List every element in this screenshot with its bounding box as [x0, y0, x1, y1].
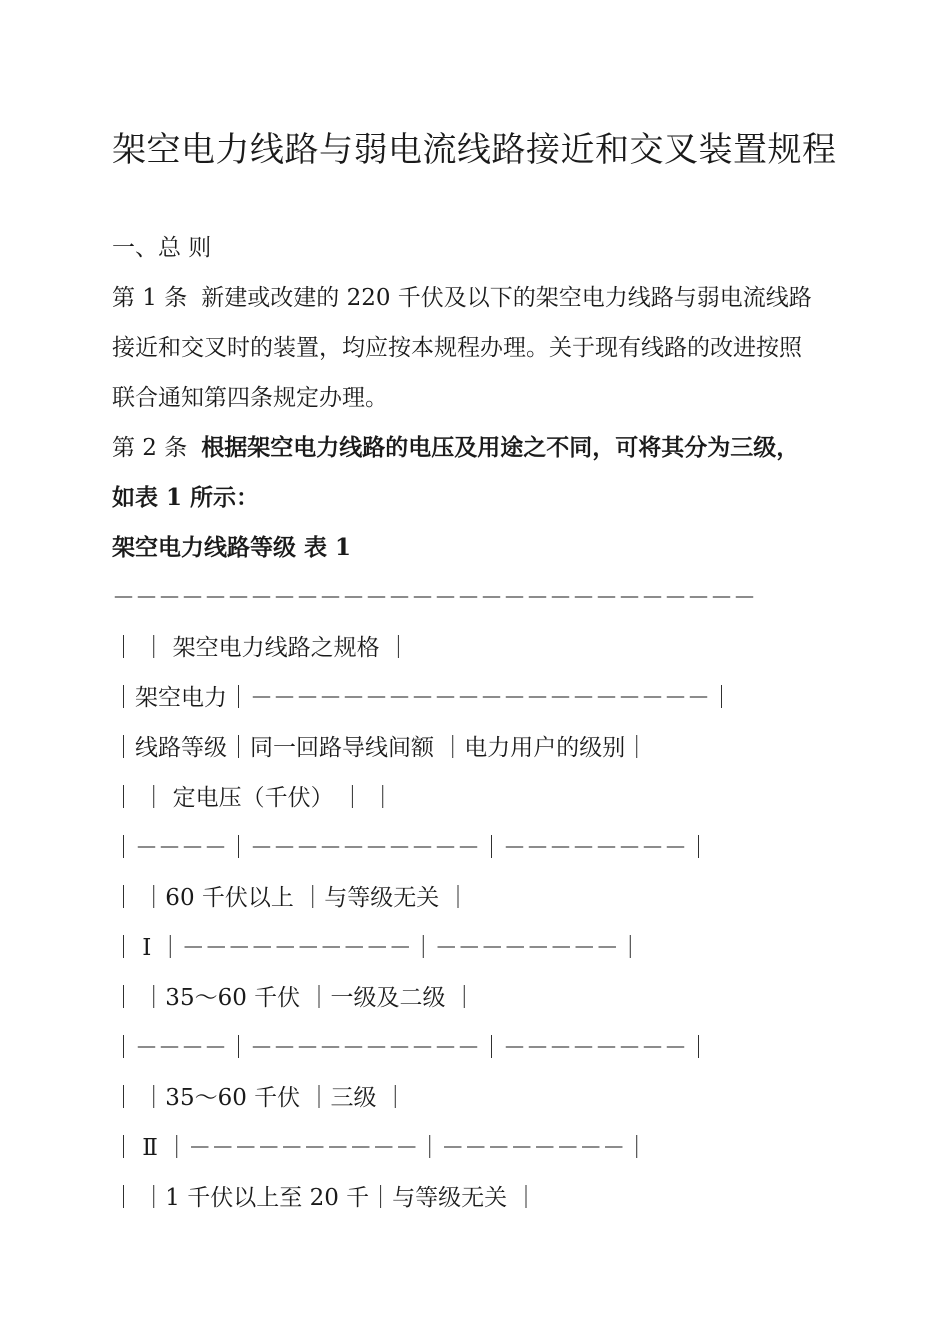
table-line: ｜ ｜60 千伏以上 ｜与等级无关 ｜ — [112, 885, 470, 911]
article-2-text-1: 根据架空电力线路的电压及用途之不同，可将其分为三级， — [201, 434, 800, 461]
article-1-line-3: 联合通知第四条规定办理。 — [112, 385, 388, 411]
table-line: ｜线路等级｜同一回路导线间额 ｜电力用户的级别｜ — [112, 735, 649, 761]
table-line: ｜ Ⅰ ｜－－－－－－－－－－｜－－－－－－－－｜ — [112, 935, 642, 961]
article-1-text-1: 新建或改建的 220 千伏及以下的架空电力线路与弱电流线路 — [201, 285, 812, 311]
article-2-label: 第 2 条 — [112, 435, 188, 461]
table-line: ｜ ｜1 千伏以上至 20 千｜与等级无关 ｜ — [112, 1185, 538, 1211]
table-line: ｜－－－－｜－－－－－－－－－－｜－－－－－－－－｜ — [112, 1035, 710, 1061]
article-1-line-2: 接近和交叉时的装置，均应按本规程办理。关于现有线路的改进按照 — [112, 335, 802, 361]
document-title: 架空电力线路与弱电流线路接近和交叉装置规程 — [112, 130, 837, 170]
table-line: ｜架空电力｜－－－－－－－－－－－－－－－－－－－－｜ — [112, 685, 733, 711]
table-line: ｜ Ⅱ ｜－－－－－－－－－－｜－－－－－－－－｜ — [112, 1135, 649, 1161]
section-heading: 一、总 则 — [112, 235, 212, 261]
table-line: ｜ ｜ 架空电力线路之规格 ｜ — [112, 635, 410, 661]
article-2-line-2: 如表 1 所示： — [112, 484, 260, 511]
article-2-line-1 — [112, 431, 799, 465]
table-line: －－－－－－－－－－－－－－－－－－－－－－－－－－－－ — [112, 585, 756, 611]
table-line: ｜ ｜35～60 千伏 ｜三级 ｜ — [112, 1085, 407, 1111]
table-line: ｜ ｜ 定电压（千伏） ｜ ｜ — [112, 785, 395, 811]
article-1-line-1 — [112, 281, 812, 315]
article-1-label: 第 1 条 — [112, 285, 188, 311]
table-caption: 架空电力线路等级 表 1 — [112, 534, 352, 561]
table-line: ｜－－－－｜－－－－－－－－－－｜－－－－－－－－｜ — [112, 835, 710, 861]
table-line: ｜ ｜35～60 千伏 ｜一级及二级 ｜ — [112, 985, 476, 1011]
